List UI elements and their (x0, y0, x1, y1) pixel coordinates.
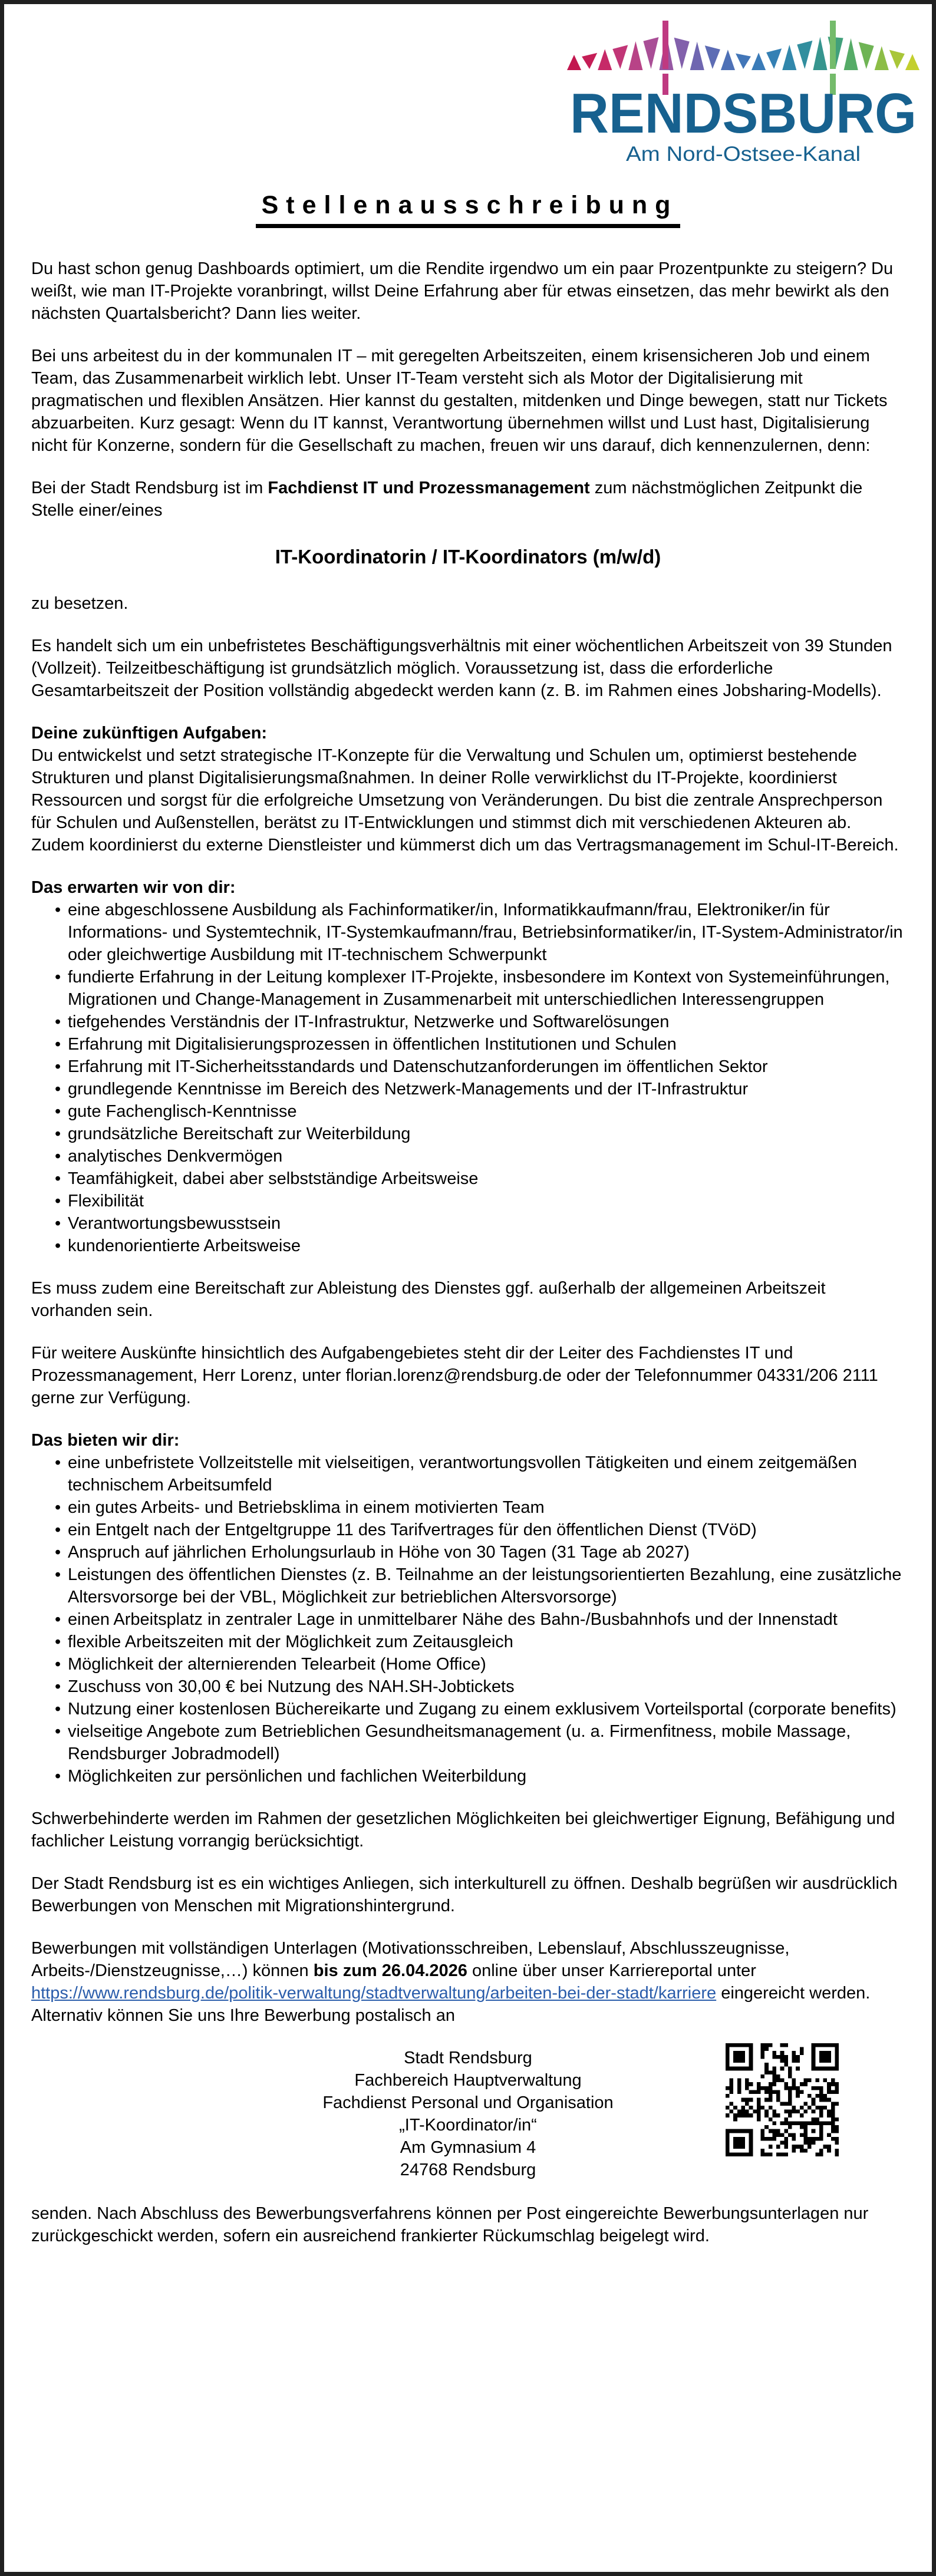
expectation-item: • eine abgeschlossene Ausbildung als Fachinformatiker/in, Informatikkaufmann/frau, Elektroniker/in für Informations- und Systemtechnik, IT-Systemkaufmann/frau, Betriebsinformatiker/in, IT-System-Administrator/in oder gleichwertige Ausbildung mit IT-technischem Schwerpunkt (55, 899, 905, 966)
offer-item: • Möglichkeiten zur persönlichen und fachlichen Weiterbildung (55, 1765, 905, 1787)
logo-tagline: Am Nord-Ostsee-Kanal (626, 143, 861, 166)
address-line: „IT-Koordinator/in“ (399, 2116, 537, 2135)
offer-item: • flexible Arbeitszeiten mit der Möglichkeit zum Zeitausgleich (55, 1631, 905, 1653)
position-suffix: zu besetzen. (31, 594, 128, 613)
offer-item: • ein gutes Arbeits- und Betriebsklima in einem motivierten Team (55, 1496, 905, 1519)
offer-item: • Möglichkeit der alternierenden Telearbeit (Home Office) (55, 1653, 905, 1675)
bold-text: Fachdienst IT und Prozessmanagement (268, 479, 590, 497)
text-run: zum nächstmöglichen Zeitpunkt die Stelle einer/eines (31, 479, 863, 520)
tasks-heading: Deine zukünftigen Aufgaben: (31, 724, 268, 743)
offer-item: • Anspruch auf jährlichen Erholungsurlaub in Höhe von 30 Tagen (31 Tage ab 2027) (55, 1541, 905, 1564)
disability-note: Schwerbehinderte werden im Rahmen der gesetzlichen Möglichkeiten bei gleichwertiger Eignung, Befähigung und fachlicher Leistung vorrangig berücksichtigt. (31, 1809, 895, 1851)
expectation-item: • grundsätzliche Bereitschaft zur Weiterbildung (55, 1123, 905, 1145)
expectation-item: • tiefgehendes Verständnis der IT-Infrastruktur, Netzwerke und Softwarelösungen (55, 1011, 905, 1033)
career-portal-link[interactable]: https://www.rendsburg.de/politik-verwaltung/stadtverwaltung/arbeiten-bei-der-stadt/karriere (31, 1984, 717, 2003)
expectation-item: • Verantwortungsbewusstsein (55, 1212, 905, 1235)
intro-paragraph-1: Du hast schon genug Dashboards optimiert, um die Rendite irgendwo um ein paar Prozentpunkte zu steigern? Du weißt, wie man IT-Projekte voranbringt, willst Deine Erfahrung aber für etwas einsetzen, das mehr bewirkt als den nächsten Quartalsbericht? Dann lies weiter. (31, 259, 894, 323)
expectation-item: • grundlegende Kenntnisse im Bereich des Netzwerk-Managements und der IT-Infrastruktur (55, 1078, 905, 1100)
title-row (31, 192, 905, 228)
offer-item: • ein Entgelt nach der Entgeltgruppe 11 des Tarifvertrages für den öffentlichen Dienst (TVöD) (55, 1519, 905, 1541)
offer-item: • Zuschuss von 30,00 € bei Nutzung des NAH.SH-Jobtickets (55, 1675, 905, 1698)
rendsburg-logo-icon (566, 17, 920, 166)
text-run: online über unser Karriereportal unter (467, 1961, 756, 1980)
offer-item: • Nutzung einer kostenlosen Büchereikarte und Zugang zu einem exklusivem Vorteilsportal (corporate benefits) (55, 1698, 905, 1720)
logo-city-name: RENDSBURG (570, 82, 917, 145)
address-section (31, 2047, 905, 2182)
tasks-body: Du entwickelst und setzt strategische IT-Konzepte für die Verwaltung und Schulen um, optimierst bestehende Strukturen und planst Digitalisierungsmaßnahmen. In deiner Rolle verwirklichst du IT-Projekte, koordinierst Ressourcen und sorgst für die erfolgreiche Umsetzung von Veränderungen. Du bist die zentrale Ansprechperson für Schulen und Außenstellen, berätst zu IT-Entwicklungen und stimmst dich mit verschiedenen Akteuren ab. Zudem koordinierst du externe Dienstleister und kümmerst dich um das Vertragsmanagement im Schul-IT-Bereich. (31, 746, 899, 855)
address-line: 24768 Rendsburg (400, 2161, 536, 2179)
expectation-item: • Teamfähigkeit, dabei aber selbstständige Arbeitsweise (55, 1167, 905, 1190)
page-title: Stellenausschreibung (256, 192, 681, 228)
text-run: eingereicht werden. Alternativ können Sie uns Ihre Bewerbung postalisch an (31, 1984, 871, 2025)
expectations-heading: Das erwarten wir von dir: (31, 878, 236, 897)
expectation-item: • analytisches Denkvermögen (55, 1145, 905, 1167)
diversity-note: Der Stadt Rendsburg ist es ein wichtiges Anliegen, sich interkulturell zu öffnen. Deshalb begrüßen wir ausdrücklich Bewerbungen von Menschen mit Migrationshintergrund. (31, 1874, 898, 1915)
expectation-item: • gute Fachenglisch-Kenntnisse (55, 1100, 905, 1123)
qr-code-image (726, 2043, 839, 2156)
offer-heading: Das bieten wir dir: (31, 1431, 180, 1450)
availability-note: Es muss zudem eine Bereitschaft zur Ableistung des Dienstes ggf. außerhalb der allgemeinen Arbeitszeit vorhanden sein. (31, 1279, 826, 1320)
contact-paragraph: Für weitere Auskünfte hinsichtlich des Aufgabengebietes steht dir der Leiter des Fachdienstes IT und Prozessmanagement, Herr Lorenz, unter florian.lorenz@rendsburg.de oder der Telefonnummer 04331/206 2111 gerne zur Verfügung. (31, 1344, 878, 1407)
bold-text: bis zum 26.04.2026 (313, 1961, 467, 1980)
expectations-list (31, 899, 905, 1257)
city-logo (31, 17, 920, 166)
intro-paragraph-2: Bei uns arbeitest du in der kommunalen IT – mit geregelten Arbeitszeiten, einem krisensicheren Job und einem Team, das Zusammenarbeit wirklich lebt. Unser IT-Team versteht sich als Motor der Digitalisierung mit pragmatischen und flexiblen Ansätzen. Hier kannst du gestalten, mitdenken und Dinge bewegen, statt nur Tickets abzuarbeiten. Kurz gesagt: Wenn du IT kannst, Verantwortung übernehmen willst und Lust hast, Digitalisierung nicht für Konzerne, sondern für die Gesellschaft zu machen, freuen wir uns darauf, dich kennenzulernen, denn: (31, 347, 888, 455)
offer-item: • einen Arbeitsplatz in zentraler Lage in unmittelbarer Nähe des Bahn-/Busbahnhofs und der Innenstadt (55, 1608, 905, 1631)
offer-item: • Leistungen des öffentlichen Dienstes (z. B. Teilnahme an der leistungsorientierten Bezahlung, eine zusätzliche Altersvorsorge bei der VBL, Möglichkeit zur betrieblichen Altersvorsorge) (55, 1564, 905, 1608)
expectation-item: • fundierte Erfahrung in der Leitung komplexer IT-Projekte, insbesondere im Kontext von Systemeinführungen, Migrationen und Change-Management in Zusammenarbeit mit unterschiedlichen Interessengruppen (55, 966, 905, 1011)
closing-paragraph: senden. Nach Abschluss des Bewerbungsverfahrens können per Post eingereichte Bewerbungsunterlagen nur zurückgeschickt werden, sofern ein ausreichend frankierter Rückumschlag beigelegt wird. (31, 2204, 869, 2245)
expectation-item: • Flexibilität (55, 1190, 905, 1212)
expectation-item: • Erfahrung mit Digitalisierungsprozessen in öffentlichen Institutionen und Schulen (55, 1033, 905, 1056)
expectation-item: • Erfahrung mit IT-Sicherheitsstandards und Datenschutzanforderungen im öffentlichen Sektor (55, 1056, 905, 1078)
text-run: Bewerbungen mit vollständigen Unterlagen (Motivationsschreiben, Lebenslauf, Abschlusszeugnisse, Arbeits-/Dienstzeugnisse,…) können (31, 1939, 790, 1980)
offer-list (31, 1452, 905, 1787)
address-line: Am Gymnasium 4 (400, 2138, 536, 2157)
offer-item: • vielseitige Angebote zum Betrieblichen Gesundheitsmanagement (u. a. Firmenfitness, mobile Massage, Rendsburger Jobradmodell) (55, 1720, 905, 1765)
address-line: Stadt Rendsburg (404, 2049, 532, 2067)
expectation-item: • kundenorientierte Arbeitsweise (55, 1235, 905, 1257)
position-title: IT-Koordinatorin / IT-Koordinators (m/w/d) (275, 546, 661, 568)
address-line: Fachbereich Hauptverwaltung (354, 2071, 582, 2090)
offer-item: • eine unbefristete Vollzeitstelle mit vielseitigen, verantwortungsvollen Tätigkeiten und einem zeitgemäßen technischem Arbeitsumfeld (55, 1452, 905, 1496)
application-paragraph (31, 1937, 905, 2027)
position-intro (31, 477, 905, 522)
text-run: Bei der Stadt Rendsburg ist im (31, 479, 268, 497)
tasks-section (31, 722, 905, 856)
address-line: Fachdienst Personal und Organisation (322, 2093, 614, 2112)
employment-paragraph: Es handelt sich um ein unbefristetes Beschäftigungsverhältnis mit einer wöchentlichen Arbeitszeit von 39 Stunden (Vollzeit). Teilzeitbeschäftigung ist grundsätzlich möglich. Voraussetzung ist, dass die erforderliche Gesamtarbeitszeit der Position vollständig abgedeckt werden kann (z. B. im Rahmen eines Jobsharing-Modells). (31, 636, 892, 700)
